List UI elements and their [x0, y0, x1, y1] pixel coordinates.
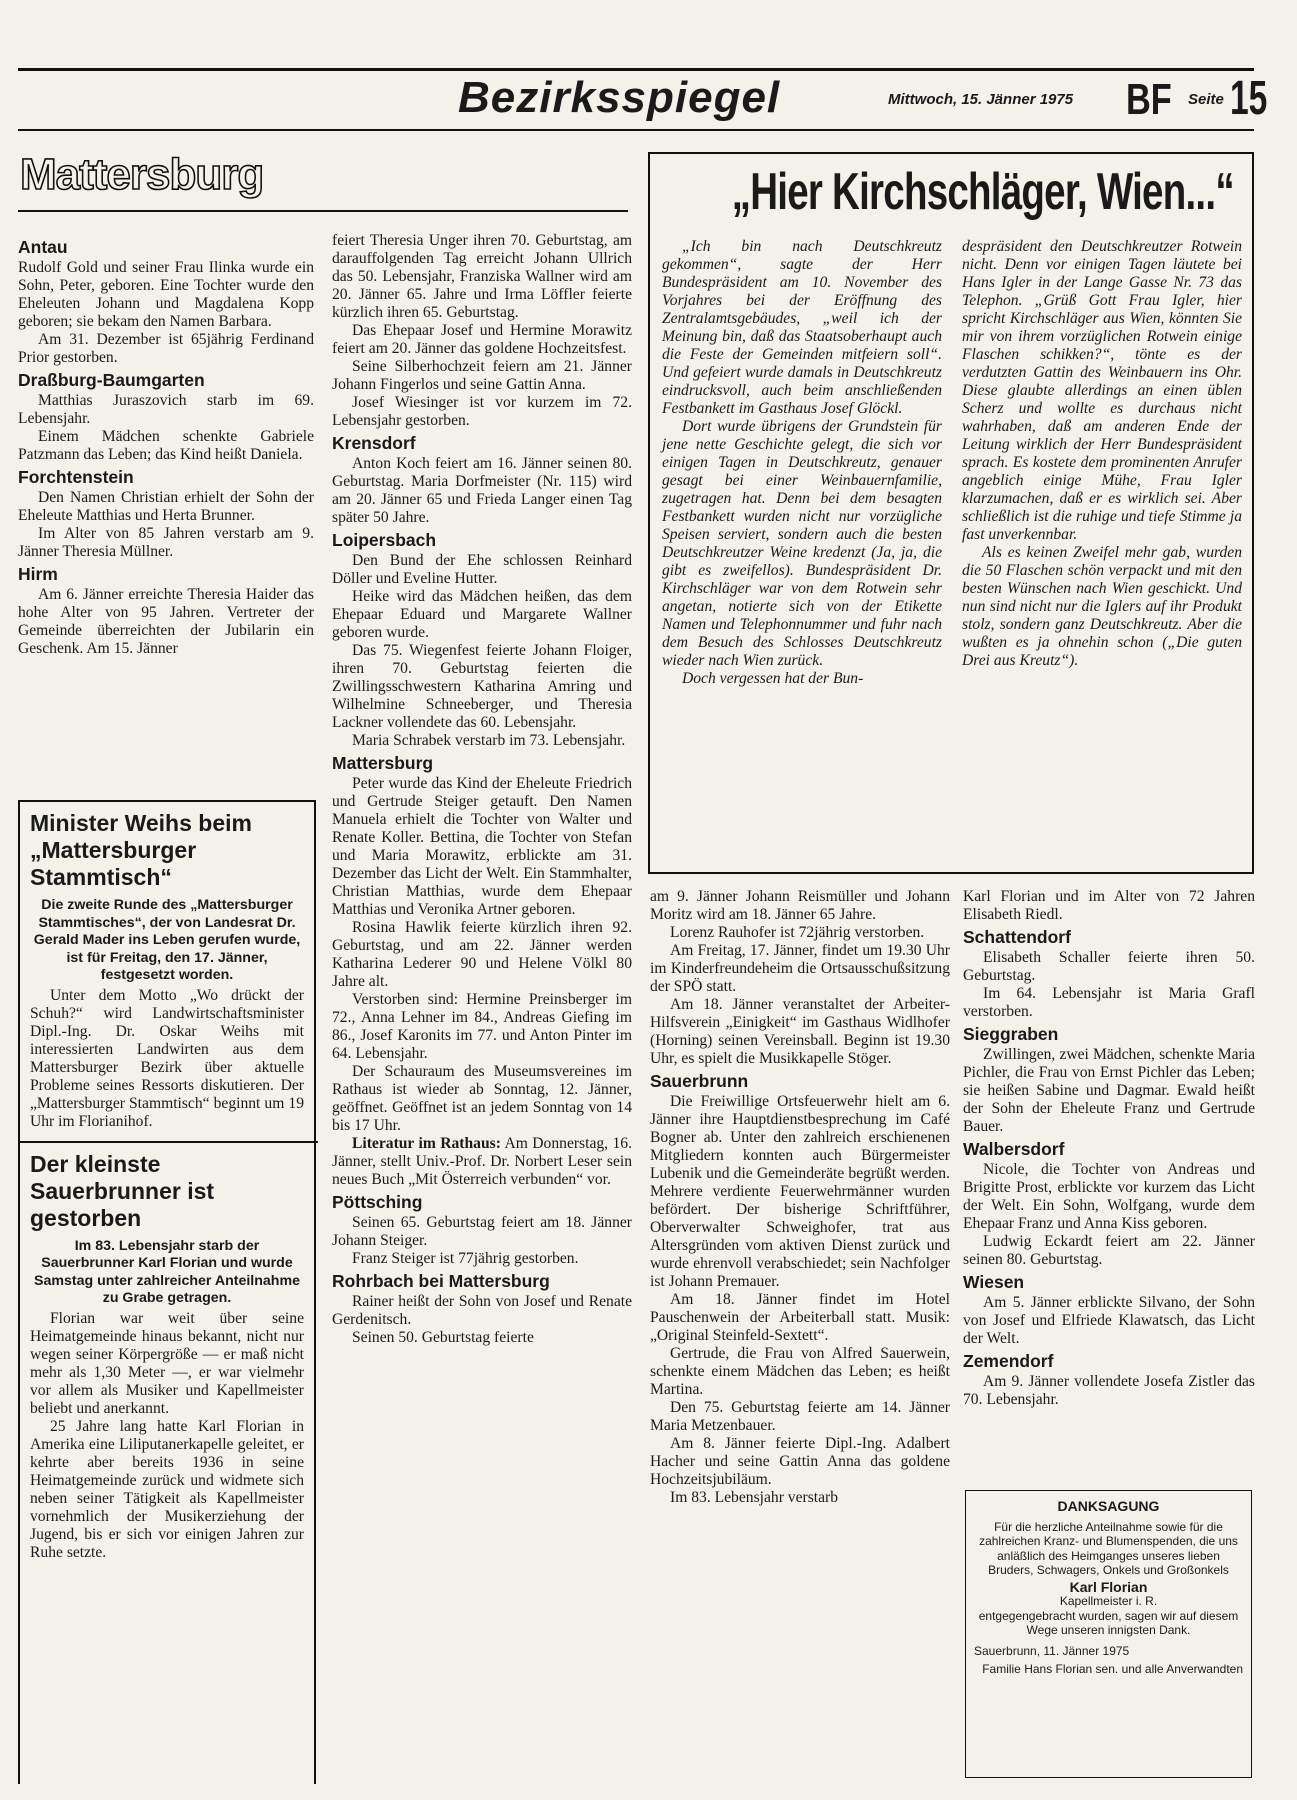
- florian-lead: Im 83. Lebensjahr starb der Sauerbrunner Karl Florian und wurde Samstag unter zahlreicher Anteilnahme zu Grabe getragen.: [34, 1237, 300, 1306]
- weihs-lead: Die zweite Runde des „Mattersburger Stammtisches“, der von Landesrat Dr. Gerald Mader ins Leben gerufen wurde, ist für Freitag, den 17. Jänner, festgesetzt worden.: [33, 897, 301, 983]
- paragraph: Am 18. Jänner veranstaltet der Arbeiter-Hilfsverein „Einigkeit“ im Gasthaus Widlhofer (Horning) seinen Vereinsball. Beginn ist 19.30 Uhr, es spielt die Musikkapelle Stöger.: [650, 996, 950, 1067]
- paragraph: Am 9. Jänner vollendete Josefa Zistler das 70. Lebensjahr.: [963, 1373, 1255, 1408]
- heading-zemendorf: Zemendorf: [963, 1351, 1054, 1371]
- section-rule: [18, 210, 628, 212]
- paragraph: Maria Schrabek verstarb im 73. Lebensjahr.: [352, 732, 626, 749]
- heading-wiesen: Wiesen: [963, 1272, 1025, 1292]
- paragraph: Als es keinen Zweifel mehr gab, wurden die 50 Flaschen schön verpackt und mit den besten Wünschen nach Wien geschickt. Und nun sind nicht nur die Iglers auf ihr Produkt stolz, sondern ganz Deutschkreutz. Aber die wußten es ja ohnehin schon („Die guten Drei aus Kreutz“).: [962, 544, 1242, 669]
- paragraph: Die Freiwillige Ortsfeuerwehr hielt am 6. Jänner ihre Hauptdienstbesprechung im Café Bogner ab. Unter den zahlreich erschienenen Mitgliedern konnten auch Bürgermeister Lubenik und die Gemeinderäte begrüßt werden. Mehrere verdiente Feuerwehrmänner wurden befördert. Der bisherige Schriftführer, Oberverwalter Schweighofer, trat aus Altersgründen vom aktiven Dienst zurück und wurde ehrenvoll verabschiedet; sein Nachfolger ist Johann Premauer.: [650, 1093, 950, 1290]
- paragraph: Im 83. Lebensjahr verstarb: [670, 1489, 839, 1506]
- danksagung-signature: Familie Hans Florian sen. und alle Anverwandten: [982, 1662, 1243, 1676]
- danksagung-name: Karl Florian: [1069, 1578, 1148, 1595]
- masthead-date: Mittwoch, 15. Jänner 1975: [888, 91, 1074, 108]
- paragraph: Am Freitag, 17. Jänner, findet um 19.30 Uhr im Kinderfreundeheim die Ortsausschußsitzung der SPÖ statt.: [650, 942, 950, 995]
- heading-schattendorf: Schattendorf: [963, 927, 1071, 947]
- paragraph: Josef Wiesinger ist vor kurzem im 72. Lebensjahr gestorben.: [332, 394, 632, 429]
- paragraph: [332, 1135, 632, 1189]
- section-title: Mattersburg: [20, 150, 264, 199]
- paragraph: Ludwig Eckardt feiert am 22. Jänner seinen 80. Geburtstag.: [963, 1233, 1255, 1268]
- column-3: [650, 888, 950, 1507]
- box-divider: [20, 1141, 318, 1143]
- kirchschlaeger-right: [962, 238, 1242, 670]
- paragraph: Zwillingen, zwei Mädchen, schenkte Maria Pichler, die Frau von Ernst Pichler das Leben; sie heißen Sabine und Dagmar. Ewald heißt der Sohn der Eheleute Franz und Gertrude Bauer.: [963, 1046, 1255, 1135]
- paragraph: Der Schauraum des Museumsvereines im Rathaus ist wieder ab Sonntag, 12. Jänner, geöffnet. Geöffnet ist an jedem Sonntag von 14 bis 17 Uhr.: [332, 1063, 632, 1134]
- paragraph: Seine Silberhochzeit feiern am 21. Jänner Johann Fingerlos und seine Gattin Anna.: [332, 358, 632, 393]
- heading-sieggraben: Sieggraben: [963, 1024, 1059, 1044]
- danksagung-role: Kapellmeister i. R.: [1059, 1594, 1158, 1608]
- column-2: [332, 232, 632, 1347]
- paragraph: Einem Mädchen schenkte Gabriele Patzmann das Leben; das Kind heißt Daniela.: [18, 428, 314, 463]
- florian-title: Der kleinste Sauerbrunner ist gestorben: [30, 1150, 215, 1231]
- paragraph: Lorenz Rauhofer ist 72jährig verstorben.: [670, 924, 925, 941]
- masthead-logo: BF: [1126, 75, 1172, 124]
- paragraph: Anton Koch feiert am 16. Jänner seinen 80. Geburtstag. Maria Dorfmeister (Nr. 115) wird am 20. Jänner 65 und Frieda Langer einen Tag später 50 Jahre.: [332, 455, 632, 526]
- masthead-title: Bezirksspiegel: [458, 73, 781, 122]
- paragraph: Elisabeth Schaller feierte ihren 50. Geburtstag.: [963, 949, 1255, 984]
- heading-drassburg: Draßburg-Baumgarten: [18, 370, 205, 390]
- paragraph: Am 8. Jänner feierte Dipl.-Ing. Adalbert Hacher und seine Gattin Anna das goldene Hochzeitsjubiläum.: [650, 1435, 950, 1488]
- paragraph: feiert Theresia Unger ihren 70. Geburtstag, am darauffolgenden Tag erreicht Johann Ullrich das 50. Lebensjahr, Franziska Wallner wird am 20. Jänner 65. Jahre und Irma Löffler feierte kürzlich ihren 65. Geburtstag.: [332, 232, 632, 321]
- paragraph: „Ich bin nach Deutschkreutz gekommen“, sagte der Herr Bundespräsident am 10. November des Vorjahres bei der Eröffnung des Zentralamtsgebäudes, „weil ich der Meinung bin, daß das Staatsoberhaupt auch die Feste der Gemeinden mitfeiern soll“. Und gefeiert wurde damals in Deutschkreutz eindrucksvoll, auch beim anschließenden Festbankett im Gasthaus Josef Glöckl.: [662, 238, 942, 417]
- danksagung-place-date: Sauerbrunn, 11. Jänner 1975: [974, 1643, 1130, 1658]
- kirchschlaeger-left: [662, 238, 942, 688]
- heading-mattersburg: Mattersburg: [332, 753, 434, 773]
- box-minister-weihs: [18, 800, 316, 1784]
- paragraph: Matthias Juraszovich starb im 69. Lebensjahr.: [18, 392, 314, 427]
- heading-walbersdorf: Walbersdorf: [963, 1139, 1065, 1159]
- heading-antau: Antau: [18, 237, 68, 257]
- paragraph: Unter dem Motto „Wo drückt der Schuh?“ wird Landwirtschaftsminister Dipl.-Ing. Dr. Oskar Weihs mit interessierten Landwirten aus dem Mattersburger Bezirk über aktuelle Probleme seines Ressorts diskutieren. Der „Mattersburger Stammtisch“ beginnt um 19 Uhr im Florianihof.: [30, 986, 304, 1130]
- heading-rohrbach: Rohrbach bei Mattersburg: [332, 1271, 550, 1291]
- heading-krensdorf: Krensdorf: [332, 433, 416, 453]
- paragraph: Dort wurde übrigens der Grundstein für jene nette Geschichte gelegt, die sich vor einigen Tagen in Deutschkreutz, genauer gesagt bei einer Weinbauernfamilie, zugetragen hat. Denn bei dem besagten Festbankett wurden nicht nur vorzügliche Speisen serviert, sondern auch die besten Deutschkreutzer Weine kredenzt (Ja, ja, die gibt es zweifellos). Bundespräsident Dr. Kirchschläger war von dem Rotwein sehr angetan, notierte sich von der Etikette Namen und Telephonnummer und fuhr nach dem Besuch des Schlosses Deutschkreutz wieder nach Wien zurück.: [662, 418, 942, 669]
- heading-poettsching: Pöttsching: [332, 1192, 423, 1212]
- paragraph: Das 75. Wiegenfest feierte Johann Floiger, ihren 70. Geburtstag feierten die Zwillingsschwestern Katharina Amring und Wilhelmine Schneeberger, und Theresia Lackner vollendete das 60. Lebensjahr.: [332, 642, 632, 731]
- paragraph: Seinen 65. Geburtstag feiert am 18. Jänner Johann Steiger.: [332, 1214, 632, 1249]
- column-1: [18, 234, 314, 658]
- paragraph: Gertrude, die Frau von Alfred Sauerwein, schenkte einem Mädchen das Leben; es heißt Martina.: [650, 1345, 950, 1398]
- paragraph: Am 31. Dezember ist 65jährig Ferdinand Prior gestorben.: [18, 331, 314, 366]
- paragraph: Seinen 50. Geburtstag feierte: [352, 1329, 534, 1346]
- paragraph: Das Ehepaar Josef und Hermine Morawitz feiert am 20. Jänner das goldene Hochzeitsfest.: [332, 322, 632, 357]
- danksagung-text-1: Für die herzliche Anteilnahme sowie für die zahlreichen Kranz- und Blumenspenden, die uns anläßlich des Heimganges unseres lieben Bruders, Schwagers, Onkels und Großonkels: [979, 1519, 1238, 1577]
- paragraph: Den 75. Geburtstag feierte am 14. Jänner Maria Metzenbauer.: [650, 1399, 950, 1434]
- paragraph: Franz Steiger ist 77jährig gestorben.: [352, 1250, 579, 1267]
- masthead: [18, 68, 1268, 131]
- paragraph: Peter wurde das Kind der Eheleute Friedrich und Gertrude Steiger getauft. Den Namen Manuela erhielt die Tochter von Walter und Renate Koller. Bettina, die Tochter von Stefan und Maria Morawitz, erblickte am 31. Dezember das Licht der Welt. Ein Stammhalter, Christian Matthias, wurde dem Ehepaar Matthias und Veronika Artner geboren.: [332, 775, 632, 918]
- weihs-title: Minister Weihs beim „Mattersburger Stammtisch“: [30, 810, 252, 890]
- heading-loipersbach: Loipersbach: [332, 530, 437, 550]
- danksagung-title: DANKSAGUNG: [1057, 1498, 1160, 1514]
- masthead-page-number: 15: [1230, 72, 1268, 125]
- paragraph: Heike wird das Mädchen heißen, das dem Ehepaar Eduard und Margarete Wallner geboren wurde.: [332, 588, 632, 641]
- column-4: [963, 888, 1255, 1409]
- paragraph: 25 Jahre lang hatte Karl Florian in Amerika eine Liliputanerkapelle geleitet, er kehrte aber bereits 1936 in seine Heimatgemeinde zurück und widmete sich neben seiner Tätigkeit als Kapellmeister vornehmlich der Musikerziehung der Jugend, bis er sich vor einigen Jahren zur Ruhe setzte.: [30, 1417, 304, 1561]
- heading-hirm: Hirm: [18, 564, 58, 584]
- paragraph: Florian war weit über seine Heimatgemeinde hinaus bekannt, nicht nur wegen seiner Körpergröße — er maß nicht mehr als 1,30 Meter —, er war vielmehr vor allem als Musiker und Kapellmeister beliebt und anerkannt.: [30, 1309, 304, 1417]
- heading-sauerbrunn: Sauerbrunn: [650, 1071, 749, 1091]
- paragraph: Nicole, die Tochter von Andreas und Brigitte Prost, erblickte vor kurzem das Licht der Welt. Ein Sohn, Wolfgang, wurde dem Ehepaar Franz und Anna Kiss geboren.: [963, 1161, 1255, 1232]
- paragraph: Den Namen Christian erhielt der Sohn der Eheleute Matthias und Herta Brunner.: [18, 489, 314, 524]
- danksagung-notice: [965, 1490, 1252, 1778]
- masthead-seite-label: Seite: [1188, 91, 1224, 108]
- paragraph: Rainer heißt der Sohn von Josef und Renate Gerdenitsch.: [332, 1293, 632, 1328]
- paragraph: Den Bund der Ehe schlossen Reinhard Döller und Eveline Hutter.: [332, 552, 632, 587]
- danksagung-text-2: entgegengebracht wurden, sagen wir auf diesem Wege unseren innigsten Dank.: [978, 1608, 1239, 1637]
- paragraph: Rudolf Gold und seiner Frau Ilinka wurde ein Sohn, Peter, geboren. Eine Tochter wurde den Eheleuten Johann und Magdalena Kopp geboren; sie bekam den Namen Barbara.: [18, 259, 314, 330]
- paragraph: am 9. Jänner Johann Reismüller und Johann Moritz wird am 18. Jänner 65 Jahre.: [650, 888, 950, 923]
- paragraph: Im 64. Lebensjahr ist Maria Grafl verstorben.: [963, 985, 1255, 1020]
- paragraph: Karl Florian und im Alter von 72 Jahren Elisabeth Riedl.: [963, 888, 1255, 923]
- kirchschlaeger-title: „Hier Kirchschläger, Wien...“: [731, 163, 1234, 221]
- paragraph: Am 5. Jänner erblickte Silvano, der Sohn von Josef und Elfriede Klawatsch, das Licht der Welt.: [963, 1294, 1255, 1347]
- literatur-label: Literatur im Rathaus:: [352, 1135, 501, 1152]
- paragraph: Am 18. Jänner findet im Hotel Pauschenwein der Arbeiterball statt. Musik: „Original Steinfeld-Sextett“.: [650, 1291, 950, 1344]
- paragraph: Im Alter von 85 Jahren verstarb am 9. Jänner Theresia Müllner.: [18, 525, 314, 560]
- paragraph: Doch vergessen hat der Bun-: [682, 670, 864, 687]
- paragraph: Rosina Hawlik feierte kürzlich ihren 92. Geburtstag, und am 22. Jänner werden Katharina Lederer 90 und Helene Völkl 80 Jahre alt.: [332, 919, 632, 990]
- paragraph: Verstorben sind: Hermine Preinsberger im 72., Anna Lehner im 84., Andreas Giefing im 86., Josef Karonits im 77. und Anton Pinter im 64. Lebensjahr.: [332, 991, 632, 1062]
- heading-forchtenstein: Forchtenstein: [18, 467, 134, 487]
- paragraph: Am 6. Jänner erreichte Theresia Haider das hohe Alter von 95 Jahren. Vertreter der Gemeinde überreichten der Jubilarin ein Geschenk. Am 15. Jänner: [18, 586, 314, 657]
- literatur-text: Am Donnerstag, 16. Jänner, stellt Univ.-Prof. Dr. Norbert Leser sein neues Buch „Mit Österreich verbunden“ vor.: [332, 1135, 632, 1188]
- paragraph: despräsident den Deutschkreutzer Rotwein nicht. Denn vor einigen Tagen läutete bei Hans Igler in der Lange Gasse Nr. 73 das Telephon. „Grüß Gott Frau Igler, hier spricht Kirchschläger aus Wien, könnten Sie mir von ihrem vorzüglichen Rotwein einige Flaschen schikken?“, tönte es der verdutzten Gattin des Weinbauern ins Ohr. Diese glaubte allerdings an einen üblen Scherz und wollte es durchaus nicht wahrhaben, daß am anderen Ende der Leitung wirklich der Herr Bundespräsident sprach. Es kostete dem prominenten Anrufer angeblich einige Mühe, Frau Igler klarzumachen, daß er es wirklich sei. Aber schließlich ist die ruhige und tiefe Stimme ja fast unverkennbar.: [962, 238, 1242, 543]
